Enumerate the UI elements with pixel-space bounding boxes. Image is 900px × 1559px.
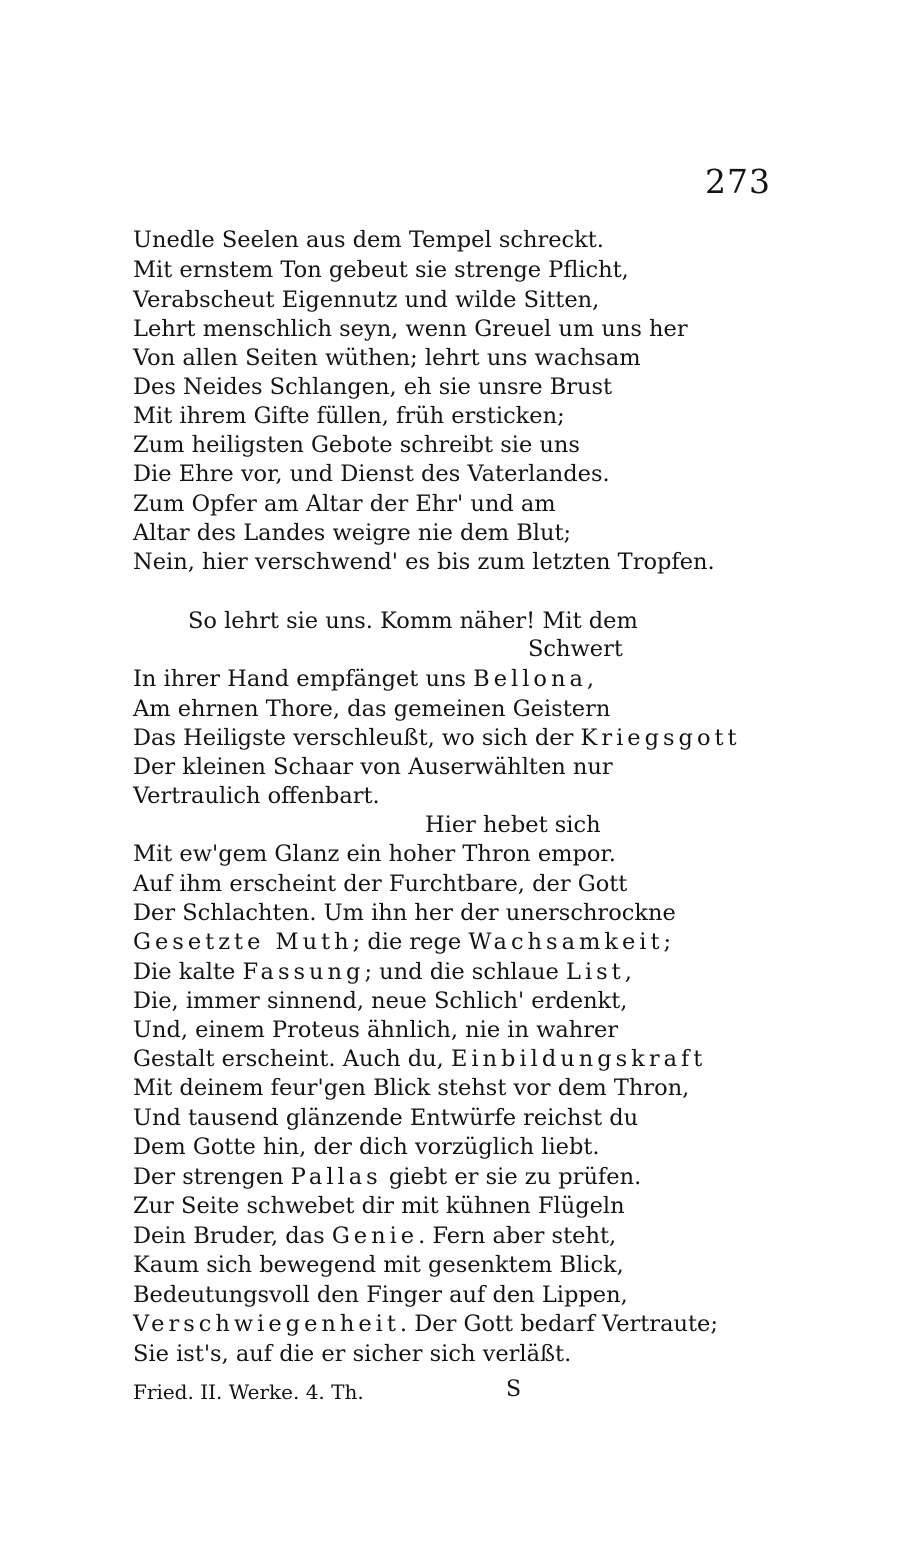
verse-line: Und tausend glänzende Entwürfe reichst du xyxy=(133,1105,639,1131)
page-number: 273 xyxy=(705,162,771,201)
spaced-name: Gesetzte Muth xyxy=(133,929,353,955)
verse-line: Zum Opfer am Altar der Ehr' und am xyxy=(133,491,556,517)
verse-line xyxy=(133,723,763,753)
verse-overflow: Schwert xyxy=(528,636,623,662)
verse-line: Mit ernstem Ton gebeut sie strenge Pflicht, xyxy=(133,257,629,283)
verse-text: , xyxy=(586,666,595,692)
verse-text: , xyxy=(624,959,632,985)
verse-line: Auf ihm erscheint der Furchtbare, der Gott xyxy=(133,871,628,897)
verse-text: Der strengen xyxy=(133,1164,291,1190)
verse-line: Die, immer sinnend, neue Schlich' erdenkt, xyxy=(133,988,628,1014)
verse-line: Mit ew'gem Glanz ein hoher Thron empor. xyxy=(133,841,616,867)
verse-line: Zum heiligsten Gebote schreibt sie uns xyxy=(133,432,580,458)
verse-line xyxy=(133,1162,763,1192)
verse-line xyxy=(133,664,763,694)
verse-text: ; xyxy=(663,929,672,955)
verse-text: Die kalte xyxy=(133,959,243,985)
spaced-name: Fassung xyxy=(242,959,365,985)
verse-line xyxy=(133,927,763,957)
verse-line: Der kleinen Schaar von Auserwählten nur xyxy=(133,754,613,780)
verse-line xyxy=(133,1044,763,1074)
verse-line-indented: So lehrt sie uns. Komm näher! Mit dem xyxy=(188,608,638,634)
verse-text: ; die rege xyxy=(352,929,469,955)
signature-mark: S xyxy=(506,1377,522,1402)
verse-text: Gestalt erscheint. Auch du, xyxy=(133,1046,451,1072)
verse-text: giebt er sie zu prüfen. xyxy=(381,1164,642,1190)
spaced-name: Verschwiegenheit xyxy=(133,1311,400,1337)
verse-line: Am ehrnen Thore, das gemeinen Geistern xyxy=(133,696,611,722)
verse-line: Und, einem Proteus ähnlich, nie in wahrer xyxy=(133,1017,619,1043)
spaced-name: Pallas xyxy=(290,1164,382,1190)
verse-text: . Fern aber steht, xyxy=(418,1223,617,1249)
verse-line: Bedeutungsvoll den Finger auf den Lippen, xyxy=(133,1282,628,1308)
spaced-name: Genie xyxy=(331,1223,419,1249)
verse-line: Altar des Landes weigre nie dem Blut; xyxy=(133,520,572,546)
verse-line: Mit ihrem Gifte füllen, früh ersticken; xyxy=(133,403,565,429)
footer-source: Fried. II. Werke. 4. Th. xyxy=(133,1380,364,1404)
verse-line: Von allen Seiten wüthen; lehrt uns wachsam xyxy=(133,345,641,371)
spaced-name: Kriegsgott xyxy=(580,725,741,751)
spaced-name: Einbildungskraft xyxy=(450,1046,707,1072)
verse-line: Zur Seite schwebet dir mit kühnen Flügeln xyxy=(133,1193,625,1219)
verse-line: Sie ist's, auf die er sicher sich verläßt. xyxy=(133,1341,572,1367)
spaced-name: List xyxy=(566,959,625,985)
verse-line xyxy=(133,957,763,987)
verse-line: Unedle Seelen aus dem Tempel schreckt. xyxy=(133,227,604,253)
verse-line xyxy=(133,1309,763,1339)
verse-text: . Der Gott bedarf Vertraute; xyxy=(399,1311,718,1337)
verse-line: Mit deinem feur'gen Blick stehst vor dem Thron, xyxy=(133,1075,690,1101)
verse-line: Des Neides Schlangen, eh sie unsre Brust xyxy=(133,374,613,400)
verse-text: Das Heiligste verschleußt, wo sich der xyxy=(133,725,581,751)
verse-line: Die Ehre vor, und Dienst des Vaterlandes. xyxy=(133,461,610,487)
spaced-name: Bellona xyxy=(473,666,587,692)
verse-text: ; und die schlaue xyxy=(364,959,566,985)
verse-text: In ihrer Hand empfänget uns xyxy=(133,666,474,692)
verse-line: Lehrt menschlich seyn, wenn Greuel um uns her xyxy=(133,316,688,342)
verse-line: Verabscheut Eigennutz und wilde Sitten, xyxy=(133,287,600,313)
verse-line: Kaum sich bewegend mit gesenktem Blick, xyxy=(133,1252,624,1278)
verse-line: Nein, hier verschwend' es bis zum letzten Tropfen. xyxy=(133,549,715,575)
verse-line: Dem Gotte hin, der dich vorzüglich liebt. xyxy=(133,1134,600,1160)
verse-line: Vertraulich offenbart. xyxy=(133,783,380,809)
verse-line xyxy=(133,1221,763,1251)
verse-line-indented: Hier hebet sich xyxy=(425,812,601,838)
spaced-name: Wachsamkeit xyxy=(468,929,664,955)
verse-text: Dein Bruder, das xyxy=(133,1223,332,1249)
verse-line: Der Schlachten. Um ihn her der unerschrockne xyxy=(133,900,676,926)
